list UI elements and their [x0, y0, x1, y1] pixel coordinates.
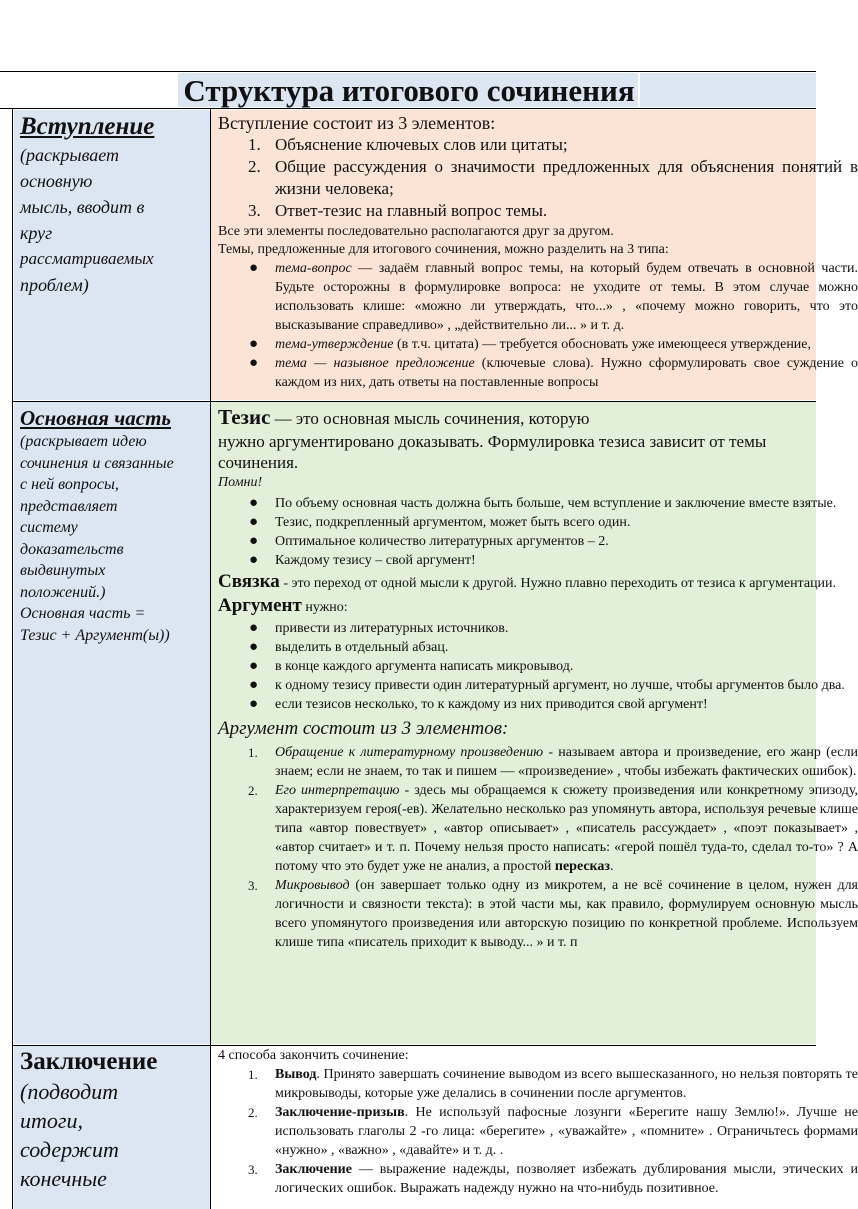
grid-line	[12, 1045, 816, 1046]
concl-left-text	[20, 1047, 205, 1193]
desc-line: итоги,	[20, 1108, 83, 1133]
link-text: Связка - это переход от одной мысли к другой. Нужно плавно переходить от тезиса к аргументации.	[218, 571, 837, 592]
concl-left-heading: Заключение	[20, 1048, 158, 1075]
intro-item: 3. Ответ-тезис на главный вопрос темы.	[248, 201, 548, 220]
remember-item: ● Тезис, подкрепленный аргументом, может быть всего один.	[249, 514, 631, 530]
arg-structure-item: 2. Его интерпретацию - здесь мы обращаемся к сюжету произведения или конкретному эпизоду, характеризуем героя(-ев). Желательно несколько раз упомянуть автора, используя речевые клише типа «автор повествует» , «автор описывает» , «писатель рассуждает» , «поэт показывает» , «автор считает» и т. п. Почему нельзя просто написать: «герой пошёл туда-то, сделал то-то» ? А потому что это будет уже не анализ, а простой пересказ.	[248, 783, 858, 874]
desc-line: рассматриваемых	[20, 249, 154, 268]
intro-content	[218, 112, 858, 392]
concl-content	[218, 1047, 858, 1198]
desc-line: конечные	[20, 1166, 107, 1191]
remember-item: ● Каждому тезису – свой аргумент!	[249, 552, 476, 568]
intro-type: ● тема — назывное предложение (ключевые слова). Нужно сформулировать свое суждение о каждом из них, дать ответы на поставленные вопросы	[249, 355, 858, 390]
desc-line: представляет	[20, 497, 118, 515]
grid-line	[0, 71, 816, 72]
desc-line: (раскрывает идею	[20, 433, 147, 450]
desc-line: Тезис + Аргумент(ы))	[20, 626, 170, 644]
desc-line: мысль, вводит в	[20, 197, 145, 217]
grid-line	[12, 108, 13, 1209]
concl-left-desc	[20, 1077, 205, 1193]
intro-left-desc	[20, 142, 205, 298]
desc-line: с ней вопросы,	[20, 476, 119, 493]
title-band-right	[640, 73, 816, 107]
arg-structure-item: 3. Микровывод (он завершает только одну из микротем, а не всё сочинение в целом, нужен для логичности и связности текста): в этой части мы, как правило, формулируем основную мысль всего упомянутого произведения или авторскую позицию по конкретной проблеме. Используем клише типа «писатель приходит к выводу... » и т. п	[248, 878, 858, 950]
arg-structure-item: 1. Обращение к литературному произведению - называем автора и произведение, его жанр (если знаем; если не знаем, то так и пишем — «произведение» , чтобы избежать фактических ошибок).	[248, 745, 858, 779]
concl-item: 3. Заключение — выражение надежды, позволяет избежать дублирования мысли, этических и логических ошибок. Выражать надежду нужно на что-нибудь позитивное.	[248, 1162, 858, 1196]
intro-item: 2. Общие рассуждения о значимости предложенных для объяснения понятий в жизни человека;	[248, 157, 858, 198]
desc-line: положений.)	[20, 583, 106, 601]
desc-line: круг	[20, 223, 53, 243]
intro-left-text	[20, 112, 205, 298]
desc-line: Основная часть =	[20, 605, 146, 622]
desc-line: доказательств	[20, 540, 124, 558]
arg-text: Аргумент нужно:	[218, 595, 348, 616]
intro-item: 1. Объяснение ключевых слов или цитаты;	[248, 135, 568, 154]
arg-item: ● если тезисов несколько, то к каждому из них приводится свой аргумент!	[249, 696, 708, 712]
main-left-desc	[20, 431, 205, 646]
concl-intro: 4 способа закончить сочинение:	[218, 1048, 409, 1063]
intro-heading: Вступление состоит из 3 элементов:	[218, 113, 496, 133]
intro-note: Все эти элементы последовательно располагаются друг за другом.	[218, 224, 614, 239]
concl-item: 2. Заключение-призыв. Не используй пафосные лозунги «Берегите нашу Землю!». Лучше не использовать глаголы 2 -го лица: «берегите» , «уважайте» , «помните» . Ограничьтесь формами «нужно» , «важно» , «давайте» и т. д. .	[248, 1105, 858, 1158]
desc-line: (подводит	[20, 1079, 119, 1104]
remember-item: ● По объему основная часть должна быть больше, чем вступление и заключение вместе взятые.	[249, 495, 837, 511]
grid-line	[12, 401, 816, 402]
remember-label: Помни!	[218, 475, 263, 490]
document-title: Структура итогового сочинения	[183, 73, 635, 108]
main-content	[218, 405, 858, 952]
thesis-line: нужно аргументировано доказывать. Формулировка тезиса зависит от темы	[218, 432, 767, 451]
concl-item: 1. Вывод. Принято завершать сочинение выводом из всего вышесказанного, но нельзя повторять те микровыводы, которые уже делались в сочинении после аргументов.	[248, 1067, 858, 1101]
thesis-line: Тезис — это основная мысль сочинения, которую	[218, 405, 590, 429]
thesis-line: сочинения.	[218, 453, 299, 472]
desc-line: выдвинутых	[20, 562, 106, 579]
arg-item: ● привести из литературных источников.	[249, 620, 509, 636]
desc-line: (раскрывает	[20, 145, 120, 165]
desc-line: систему	[20, 519, 78, 536]
arg-item: ● к одному тезису привести один литературный аргумент, но лучше, чтобы аргументов было два.	[249, 677, 845, 693]
main-left-text	[20, 405, 205, 646]
remember-item: ● Оптимальное количество литературных аргументов – 2.	[249, 533, 609, 549]
desc-line: основную	[20, 171, 93, 191]
intro-type: ● тема-вопрос — задаём главный вопрос темы, на который будем отвечать в основной части. Будьте осторожны в формулировке вопроса: не уходите от темы. В этом случае можно использовать клише: «можно ли утверждать, что...» , «почему можно говорить, что это высказывание справедливо» , „действительно ли... » и т. д.	[249, 260, 858, 333]
intro-type: ● тема-утверждение (в т.ч. цитата) — требуется обосновать уже имеющееся утверждение,	[249, 336, 812, 352]
intro-note: Темы, предложенные для итогового сочинения, можно разделить на 3 типа:	[218, 242, 669, 257]
grid-line	[0, 108, 816, 109]
desc-line: сочинения и связанные	[20, 454, 174, 472]
main-left-heading: Основная часть	[20, 406, 172, 430]
desc-line: содержит	[20, 1137, 119, 1162]
desc-line: проблем)	[20, 275, 89, 295]
arg-item: ● в конце каждого аргумента написать микровывод.	[249, 658, 574, 674]
grid-line	[210, 108, 211, 1209]
arg-item: ● выделить в отдельный абзац.	[249, 639, 449, 655]
intro-left-heading: Вступление	[20, 113, 155, 140]
arg-structure-heading: Аргумент состоит из 3 элементов:	[218, 718, 509, 739]
